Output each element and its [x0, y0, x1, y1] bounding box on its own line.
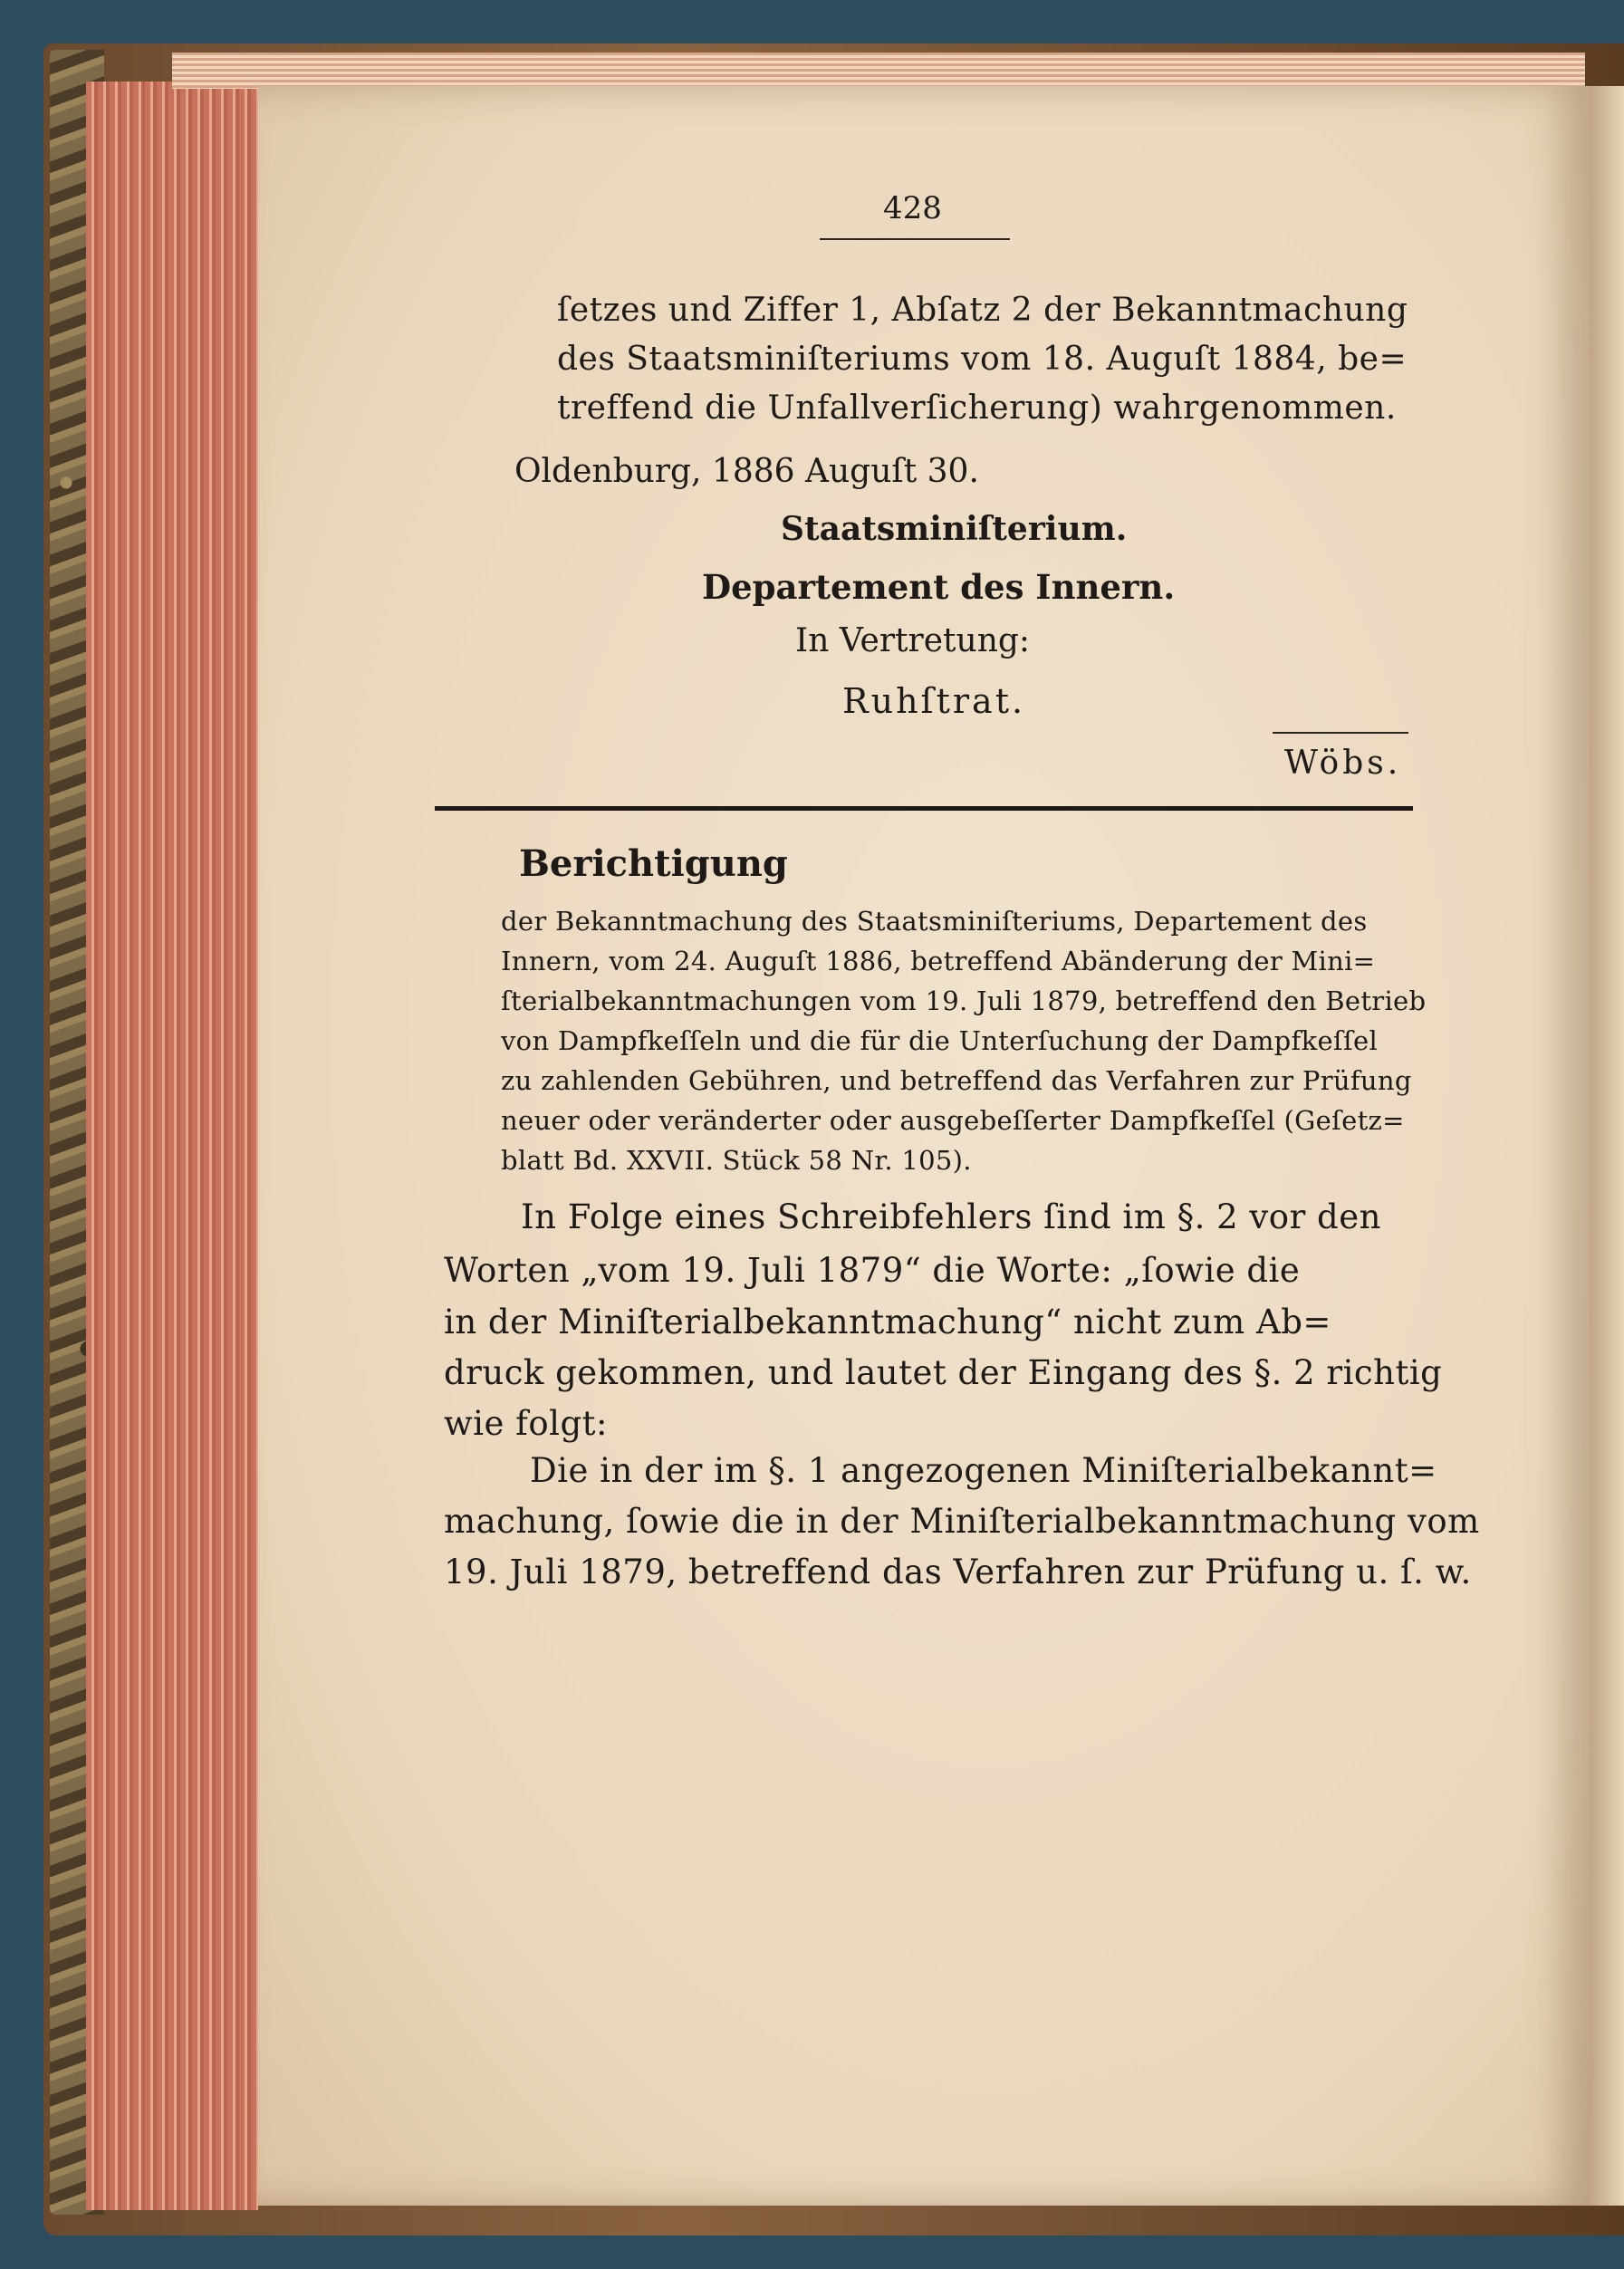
section-divider — [435, 806, 1413, 811]
correction-heading-text: Berichtigung — [519, 842, 788, 885]
page-gutter — [1590, 86, 1624, 2206]
subtitle-line: zu zahlenden Gebühren, und betreffend das Verfahren zur Prüfung — [501, 1065, 1412, 1096]
body-line: druck gekommen, und lautet der Eingang des §. 2 richtig — [444, 1353, 1443, 1392]
quote-line: 19. Juli 1879, betreffend das Verfahren zur Prüfung u. ſ. w. — [444, 1553, 1472, 1591]
signature-representation: In Vertretung: — [795, 622, 1031, 659]
subtitle-line: ſterialbekanntmachungen vom 19. Juli 1879, betreffend den Betrieb — [501, 985, 1427, 1016]
body-line: Worten „vom 19. Juli 1879“ die Worte: „ſowie die — [444, 1251, 1301, 1290]
body-line: In Folge eines Schreibfehlers ſind im §. 2 vor den — [521, 1197, 1381, 1236]
subtitle-line: Innern, vom 24. Auguſt 1886, betreffend Abänderung der Mini= — [501, 946, 1376, 976]
quote-line: Die in der im §. 1 angezogenen Miniſterialbekannt= — [530, 1451, 1437, 1490]
correction-heading — [0, 842, 1624, 885]
signature-signer: Ruhſtrat. — [842, 681, 1026, 721]
subtitle-line: blatt Bd. XXVII. Stück 58 Nr. 105). — [501, 1145, 972, 1176]
page-edges — [86, 82, 258, 2210]
signature-department: Departement des Innern. — [702, 567, 1176, 607]
signature-ministry: Staatsminiſterium. — [781, 510, 1128, 548]
signature-countersigner: Wöbs. — [1284, 745, 1402, 782]
quote-line: machung, ſowie die in der Miniſterialbekanntmachung vom — [444, 1502, 1480, 1541]
body-line: in der Miniſterialbekanntmachung“ nicht zum Ab= — [444, 1303, 1331, 1341]
subtitle-line: von Dampfkeſſeln und die für die Unterſuchung der Dampfkeſſel — [501, 1025, 1379, 1056]
continuation-line: treffend die Unfallverſicherung) wahrgenommen. — [557, 389, 1397, 427]
body-line: wie folgt: — [444, 1404, 608, 1443]
page-number-rule — [820, 238, 1010, 240]
page-edges-top — [172, 53, 1585, 89]
subtitle-line: neuer oder veränderter oder ausgebeſſerter Dampfkeſſel (Geſetz= — [501, 1105, 1405, 1136]
countersign-rule — [1273, 732, 1408, 734]
place-date: Oldenburg, 1886 Auguſt 30. — [514, 453, 979, 490]
subtitle-line: der Bekanntmachung des Staatsminiſteriums, Departement des — [501, 906, 1368, 937]
continuation-line: des Staatsminiſteriums vom 18. Auguſt 1884, be= — [557, 341, 1408, 378]
continuation-line: ſetzes und Ziffer 1, Abſatz 2 der Bekanntmachung — [557, 292, 1408, 329]
page-number: 428 — [883, 190, 942, 226]
